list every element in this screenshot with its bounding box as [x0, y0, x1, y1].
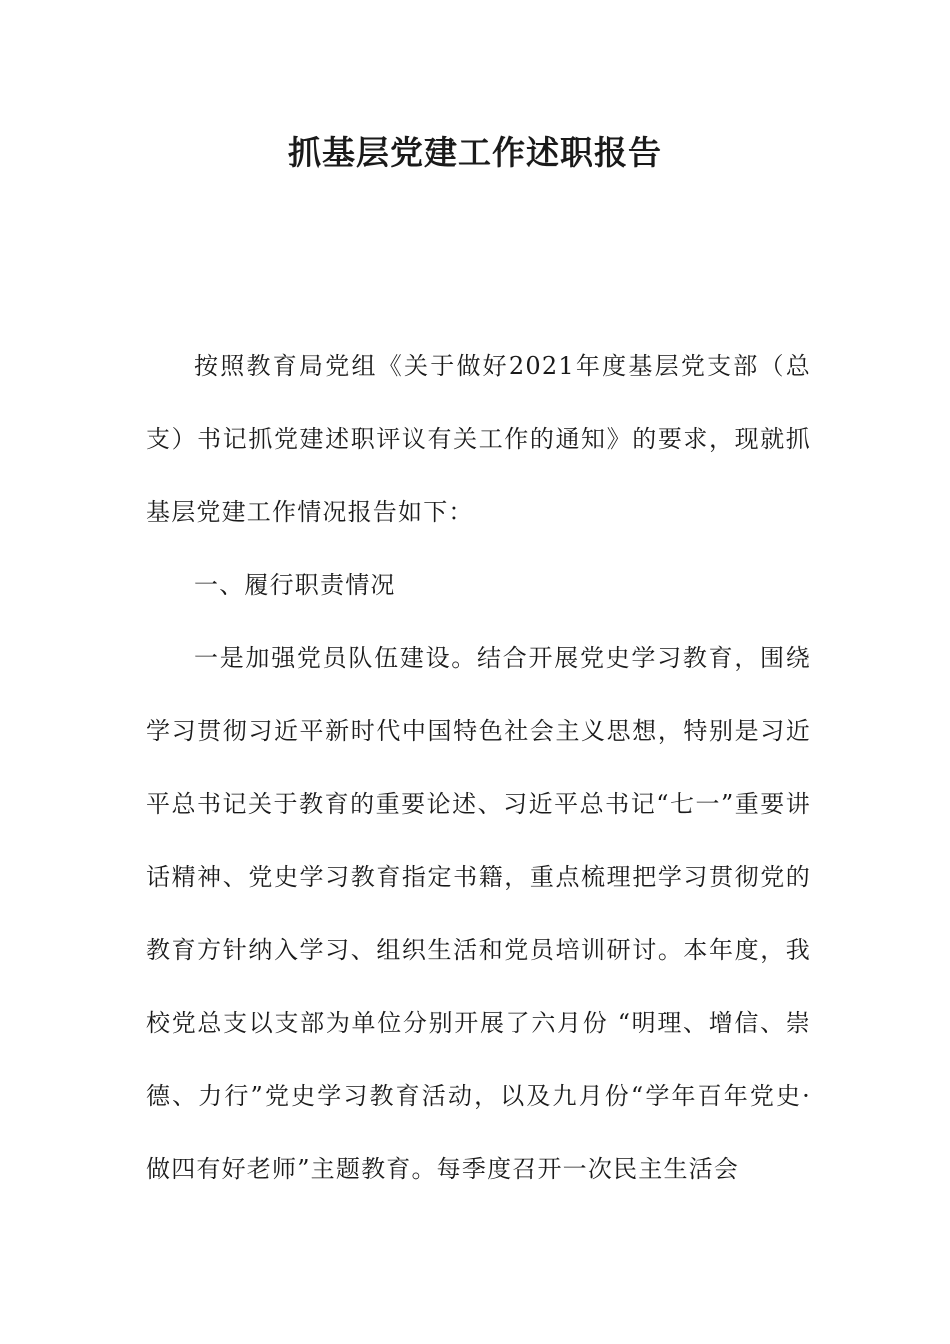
intro-paragraph: 按照教育局党组《关于做好2021年度基层党支部（总支）书记抓党建述职评议有关工作的通知》的要求，现就抓基层党建工作情况报告如下：: [146, 352, 811, 526]
document-body: [146, 330, 811, 1206]
section-heading: 一、履行职责情况: [194, 571, 396, 599]
body-paragraph: 一是加强党员队伍建设。结合开展党史学习教育，围绕学习贯彻习近平新时代中国特色社会主义思想，特别是习近平总书记关于教育的重要论述、习近平总书记“七一”重要讲话精神、党史学习教育指定书籍，重点梳理把学习贯彻党的教育方针纳入学习、组织生活和党员培训研讨。本年度，我校党总支以支部为单位分别开展了六月份 “明理、增信、崇德、力行”党史学习教育活动，以及九月份“学年百年党史·做四有好老师”主题教育。每季度召开一次民主生活会: [146, 644, 811, 1183]
document-title: 抓基层党建工作述职报告: [288, 133, 662, 172]
